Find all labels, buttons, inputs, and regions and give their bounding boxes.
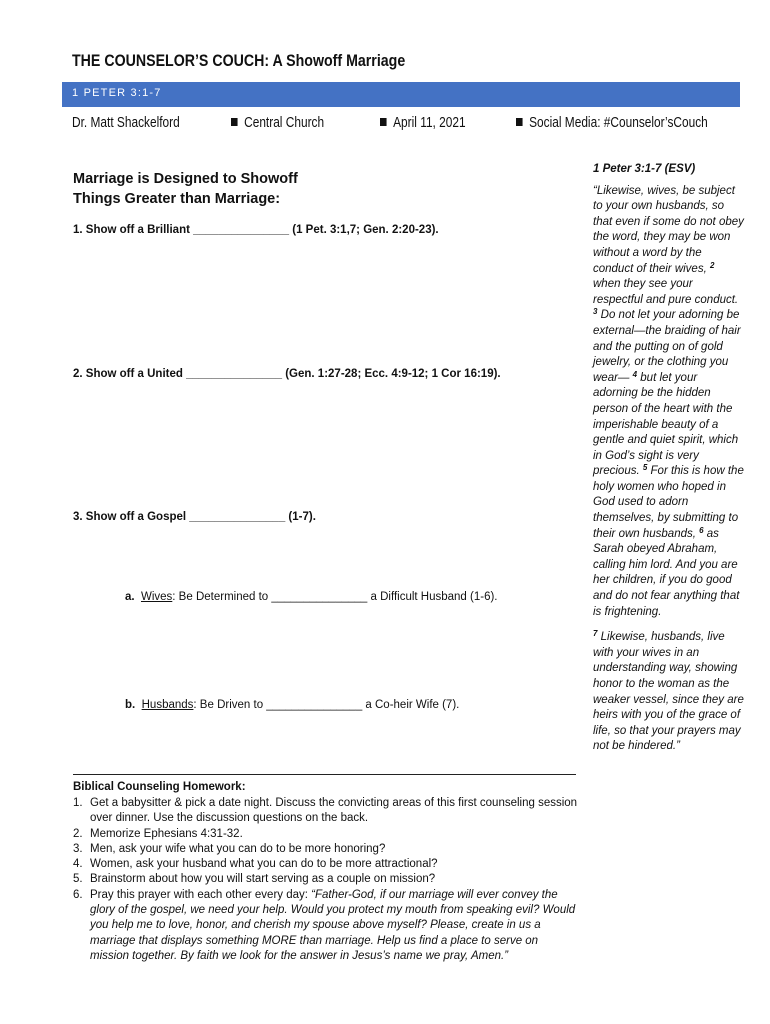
scripture-text: “Likewise, wives, be subject to your own husbands, so that even if some do not obey the word, they may be won without a word by the conduct of their wives, $^2$ when they see your respectful and pure conduct. $^3$ Do not let your adorning be external—the braiding of hair and the putting on of gold jewelry, or the clothing you wear— $^4$ but let your adorning be the hidden person of the heart with the imperishable beauty of a gentle and quiet spirit, which in God’s sight is very precious. $^5$ For this is how the holy women who hoped in God used to adorn themselves, by submitting to their own husbands, $^6$ as Sarah obeyed Abraham, calling him lord. And you are her children, if you do good and do not fear anything that is frightening.	[593, 184, 744, 618]
sermon-date: April 11, 2021	[393, 115, 466, 131]
subpoint-b-text: : Be Driven to _______________ a Co-heir Wife (7).	[193, 699, 460, 711]
subpoint-a-marker: a.	[125, 591, 135, 603]
page-title: THE COUNSELOR’S COUCH: A Showoff Marriage	[72, 52, 406, 70]
prayer-lead: Pray this prayer with each other every day:	[90, 888, 312, 901]
verse-number: 7	[593, 629, 598, 639]
verse-number: 4	[632, 369, 638, 379]
banner-reference: 1 PETER 3:1-7	[72, 87, 162, 99]
verse-number: 6	[699, 525, 704, 535]
date-info	[380, 115, 466, 131]
homework-list	[73, 796, 578, 964]
outline-point-1: 1. Show off a Brilliant _______________ (1 Pet. 3:1,7; Gen. 2:20-23).	[73, 224, 439, 236]
square-bullet-icon	[231, 118, 238, 126]
prayer-text: “Father-God, if our marriage will ever convey the glory of the gospel, we need your help. Would you protect my mouth from speaking evil? Would you help me to love, honor, and cherish my spouse above myself? Please, create in us a marriage that displays something MORE than marriage. Help us find a place to serve on mission together. By faith we look for the answer in Jesus’s name we pray, Amen.”	[90, 888, 576, 962]
verse-number: 3	[593, 307, 598, 317]
subpoint-b-label: Husbands	[141, 699, 194, 711]
church-name: Central Church	[244, 115, 325, 131]
outline-heading-line1: Marriage is Designed to Showoff	[73, 171, 298, 187]
outline-heading-line2: Things Greater than Marriage:	[73, 191, 281, 207]
list-item: 1. Get a babysitter & pick a date night. Discuss the convicting areas of this first counseling session over dinner. Use the discussion questions on the back.	[73, 797, 578, 825]
social-media: Social Media: #Counselor’sCouch	[529, 115, 708, 131]
divider	[73, 774, 576, 775]
social-info	[516, 115, 708, 131]
speaker-name: Dr. Matt Shackelford	[72, 115, 180, 131]
list-item: 5. Brainstorm about how you will start serving as a couple on mission?	[73, 873, 436, 886]
outline-point-3: 3. Show off a Gospel _______________ (1-7).	[73, 511, 316, 523]
church-info	[231, 115, 324, 131]
scripture-sidebar	[593, 162, 745, 755]
scripture-title: 1 Peter 3:1-7 (ESV)	[593, 163, 696, 175]
list-item-prayer: 6. Pray this prayer with each other every day: “Father-God, if our marriage will ever convey the glory of the gospel, we need your help. Would you protect my mouth from speaking evil? Would you help me to love, honor, and cherish my spouse above myself? Please, create in us a marriage that displays something MORE than marriage. Help us find a place to serve on mission together. By faith we look for the answer in Jesus’s name we pray, Amen.”	[73, 888, 576, 962]
homework-heading: Biblical Counseling Homework:	[73, 781, 246, 793]
outline-point-2: 2. Show off a United _______________ (Gen. 1:27-28; Ecc. 4:9-12; 1 Cor 16:19).	[73, 368, 501, 380]
square-bullet-icon	[380, 118, 387, 126]
subpoint-a-text: : Be Determined to _______________ a Difficult Husband (1-6).	[172, 591, 498, 603]
list-item: 4. Women, ask your husband what you can do to be more attractional?	[73, 858, 438, 871]
scripture-banner	[62, 82, 740, 107]
verse-number: 2	[709, 260, 715, 270]
subpoint-a-label: Wives	[140, 591, 173, 603]
outline-subpoint-a	[125, 591, 498, 603]
list-item: 2. Memorize Ephesians 4:31-32.	[73, 827, 243, 840]
list-item: 3. Men, ask your wife what you can do to be more honoring?	[73, 842, 386, 855]
scripture-text-verse7: $^7$ Likewise, husbands, live with your wives in an understanding way, showing honor to the woman as the weaker vessel, since they are heirs with you of the grace of life, so that your prayers may not be hindered.”	[593, 629, 744, 753]
outline-subpoint-b	[125, 699, 459, 711]
outline-heading	[73, 169, 373, 209]
square-bullet-icon	[516, 118, 523, 126]
subpoint-b-marker: b.	[125, 699, 136, 711]
verse-number: 5	[642, 463, 648, 473]
